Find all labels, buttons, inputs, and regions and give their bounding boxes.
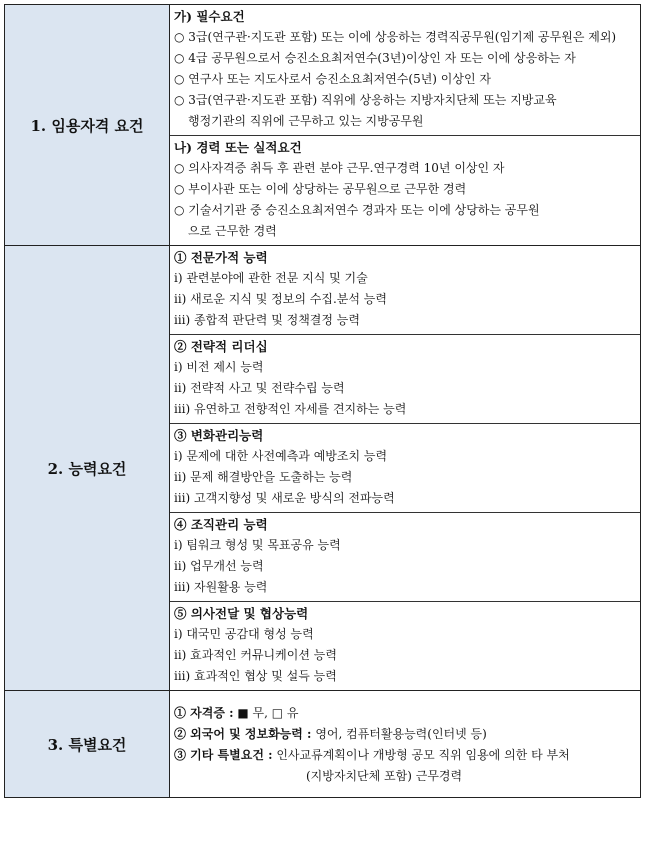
section-2-row <box>5 246 641 691</box>
ability-group-3 <box>170 423 640 512</box>
list-item: ⅰ) 비전 제시 능력 <box>174 360 264 374</box>
list-item: ○ 부이사관 또는 이에 상당하는 공무원으로 근무한 경력 <box>174 182 467 196</box>
list-item: ○ 3급(연구관·지도관 포함) 또는 이에 상응하는 경력직공무원(임기제 공무원은 제외) <box>174 30 617 44</box>
list-item: ○ 의사자격증 취득 후 관련 분야 근무.연구경력 10년 이상인 자 <box>174 161 505 175</box>
special-requirements <box>170 691 640 797</box>
section-3-label: 3. 특별요건 <box>5 691 170 798</box>
required-conditions-head: 가) 필수요건 <box>174 9 245 24</box>
list-item: ⅱ) 전략적 사고 및 전략수립 능력 <box>174 381 345 395</box>
career-conditions-head: 나) 경력 또는 실적요건 <box>174 140 302 155</box>
ability-group-head: ② 전략적 리더십 <box>174 339 268 354</box>
list-item-continuation: 행정기관의 직위에 근무하고 있는 지방공무원 <box>188 114 424 128</box>
section-3-row <box>5 691 641 798</box>
list-item: ⅰ) 팀워크 형성 및 목표공유 능력 <box>174 538 341 552</box>
other-label: ③ 기타 특별요건 : <box>174 748 273 762</box>
section-2-content <box>170 246 641 691</box>
certificate-label: ① 자격증 : <box>174 706 234 720</box>
ability-group-5 <box>170 601 640 690</box>
career-conditions <box>170 135 640 245</box>
list-item: ⅰ) 문제에 대한 사전예측과 예방조치 능력 <box>174 449 388 463</box>
ability-group-2 <box>170 334 640 423</box>
list-item: ⅰ) 대국민 공감대 형성 능력 <box>174 627 314 641</box>
list-item: ⅲ) 유연하고 전향적인 자세를 견지하는 능력 <box>174 402 407 416</box>
language-value: 영어, 컴퓨터활용능력(인터넷 등) <box>315 727 487 741</box>
other-value: 인사교류계획이나 개방형 공모 직위 임용에 의한 타 부처 <box>276 748 570 762</box>
required-conditions <box>170 5 640 135</box>
list-item: ⅱ) 새로운 지식 및 정보의 수집.분석 능력 <box>174 292 387 306</box>
list-item: ○ 3급(연구관·지도관 포함) 직위에 상응하는 지방자치단체 또는 지방교육 <box>174 93 557 107</box>
list-item: ⅱ) 업무개선 능력 <box>174 559 264 573</box>
list-item: ⅰ) 관련분야에 관한 전문 지식 및 기술 <box>174 271 368 285</box>
requirements-table <box>4 4 641 798</box>
list-item: ⅲ) 효과적인 협상 및 설득 능력 <box>174 669 337 683</box>
ability-group-1 <box>170 246 640 334</box>
certificate-line <box>174 703 636 724</box>
list-item: ○ 연구사 또는 지도사로서 승진소요최저연수(5년) 이상인 자 <box>174 72 491 86</box>
language-label: ② 외국어 및 정보화능력 : <box>174 727 312 741</box>
section-2-label: 2. 능력요건 <box>5 246 170 691</box>
list-item-continuation: 으로 근무한 경력 <box>188 224 277 238</box>
list-item: ○ 4급 공무원으로서 승진소요최저연수(3년)이상인 자 또는 이에 상응하는 자 <box>174 51 576 65</box>
ability-group-head: ① 전문가적 능력 <box>174 250 268 265</box>
language-line <box>174 724 636 745</box>
list-item: ⅱ) 문제 해결방안을 도출하는 능력 <box>174 470 353 484</box>
certificate-value: ■ 무, □ 유 <box>237 706 299 720</box>
section-1-row <box>5 5 641 246</box>
list-item: ⅲ) 종합적 판단력 및 정책결정 능력 <box>174 313 360 327</box>
list-item: ⅱ) 효과적인 커뮤니케이션 능력 <box>174 648 337 662</box>
ability-group-4 <box>170 512 640 601</box>
ability-group-head: ⑤ 의사전달 및 협상능력 <box>174 606 309 621</box>
list-item: ⅲ) 자원활용 능력 <box>174 580 268 594</box>
other-continuation: (지방자치단체 포함) 근무경력 <box>306 769 463 783</box>
other-line <box>174 745 636 766</box>
section-1-content <box>170 5 641 246</box>
section-1-label: 1. 임용자격 요건 <box>5 5 170 246</box>
ability-group-head: ③ 변화관리능력 <box>174 428 264 443</box>
list-item: ○ 기술서기관 중 승진소요최저연수 경과자 또는 이에 상당하는 공무원 <box>174 203 540 217</box>
list-item: ⅲ) 고객지향성 및 새로운 방식의 전파능력 <box>174 491 395 505</box>
ability-group-head: ④ 조직관리 능력 <box>174 517 268 532</box>
section-3-content <box>170 691 641 798</box>
requirements-table-wrapper <box>4 4 641 798</box>
